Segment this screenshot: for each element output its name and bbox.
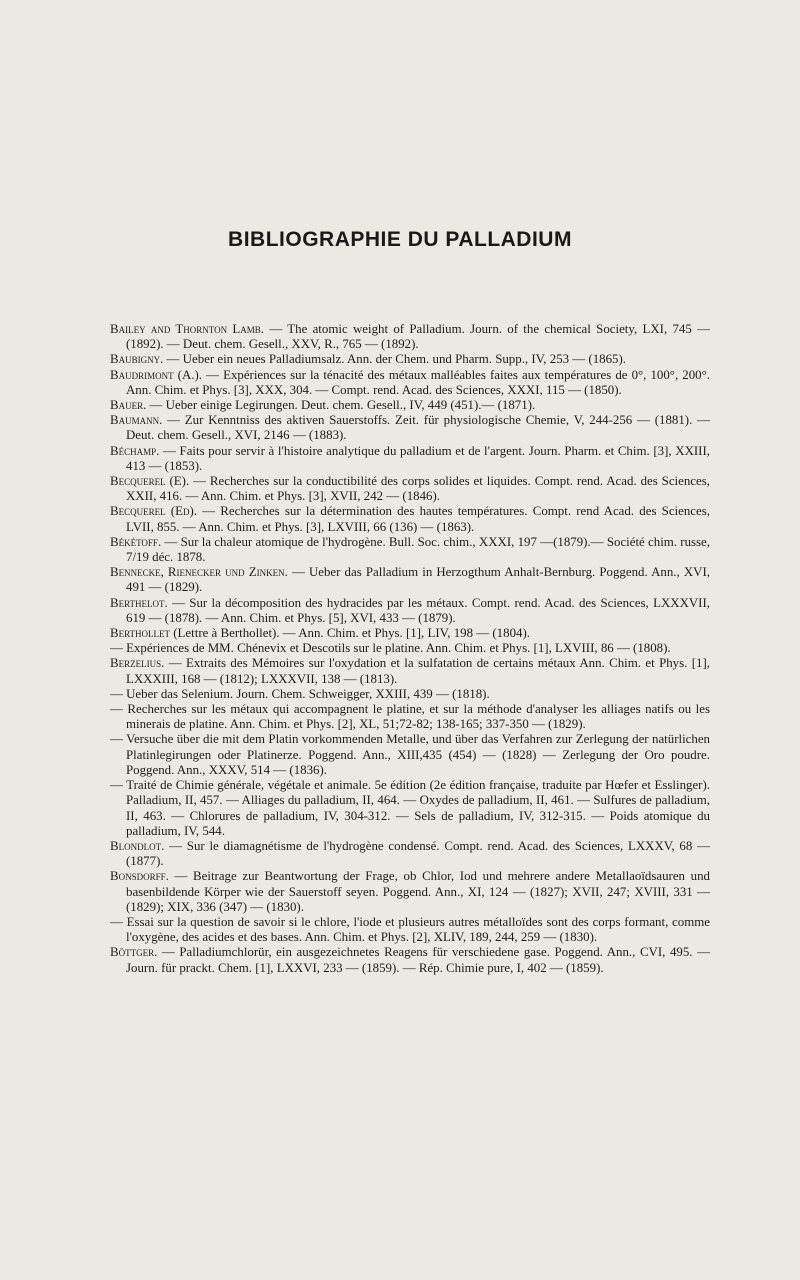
entry-author: Bailey and Thornton Lamb.: [110, 322, 265, 336]
bibliography-entry: [110, 732, 710, 778]
entry-text: — Sur le diamagnétisme de l'hydrogène condensé. Compt. rend. Acad. des Sciences, LXXXV, 68 — (1877).: [126, 838, 710, 869]
bibliography-entry: [110, 535, 710, 565]
entry-text: — Recherches sur la conductibilité des corps solides et liquides. Compt. rend. Acad. des Sciences, XXII, 416. — Ann. Chim. et Phys. [3], XVII, 242 — (1846).: [126, 474, 710, 504]
bibliography-entry: [110, 444, 710, 474]
bibliography-entry: [110, 839, 710, 869]
bibliography-entry: [110, 869, 710, 915]
entry-author: Böttger.: [110, 945, 158, 960]
entry-author: Berthelot.: [110, 595, 168, 610]
entry-text: — Recherches sur les métaux qui accompagnent le platine, et sur la méthode d'analyser les alliages natifs ou les minerais de platine. Ann. Chim. et Phys. [2], XL, 51;72-82; 138-165; 337-350 — (1829).: [110, 702, 710, 732]
entry-text: — Ueber das Selenium. Journ. Chem. Schweigger, XXIII, 439 — (1818).: [110, 686, 490, 701]
entry-author: Berzelius.: [110, 656, 165, 671]
entry-author: Blondlot.: [110, 838, 165, 853]
entry-author: Béchamp.: [110, 443, 160, 458]
entry-text: — Essai sur la question de savoir si le chlore, l'iode et plusieurs autres métalloïdes sont des corps formant, comme l'oxygène, des acides et des bases. Ann. Chim. et Phys. [2], XLIV, 189, 244, 259 — (1830).: [110, 914, 710, 945]
entry-text: — Zur Kenntniss des aktiven Sauerstoffs. Zeit. für physiologische Chemie, V, 244-256 — (1881). — Deut. chem. Gesell., XVI, 2146 — (1883).: [126, 413, 710, 443]
entry-author: Baumann.: [110, 413, 163, 428]
entry-text: — Sur la chaleur atomique de l'hydrogène. Bull. Soc. chim., XXXI, 197 —(1879).— Société chim. russe, 7/19 déc. 1878.: [126, 534, 710, 565]
bibliography-entry: [110, 687, 710, 702]
entry-text: — Traité de Chimie générale, végétale et animale. 5e édition (2e édition française, traduite par Hœfer et Esslinger). Palladium, II, 457. — Alliages du palladium, II, 464. — Oxydes de palladium, II, 461. — Sulfures de palladium, II, 463. — Chlorures de palladium, IV, 304-312. — Sels de palladium, IV, 312-315. — Poids atomique du palladium, IV, 544.: [110, 778, 710, 838]
entry-author: Becquerel (Ed).: [110, 504, 197, 519]
entry-text: — Ueber das Palladium in Herzogthum Anhalt-Bernburg. Poggend. Ann., XVI, 491 — (1829).: [126, 565, 710, 595]
entry-text: — Ueber einige Legirungen. Deut. chem. Gesell., IV, 449 (451).— (1871).: [146, 398, 536, 413]
bibliography-entry: [110, 398, 710, 413]
entry-author: Békétoff.: [110, 534, 162, 549]
entry-text: — Expériences sur la ténacité des métaux malléables faites aux températures de 0°, 100°, 200°. Ann. Chim. et Phys. [3], XXX, 304. — Compt. rend. Acad. des Sciences, XXXI, 115 — (1850).: [126, 367, 710, 397]
bibliography-entry: [110, 626, 710, 641]
entry-text: — Ueber ein neues Palladiumsalz. Ann. der Chem. und Pharm. Supp., IV, 253 — (1865).: [163, 352, 627, 367]
bibliography-entry: [110, 641, 710, 656]
entry-text: — Sur la décomposition des hydracides par les métaux. Compt. rend. Acad. des Sciences, LXXXVII, 619 — (1878). — Ann. Chim. et Phys. [5], XVI, 433 — (1879).: [126, 595, 710, 625]
entry-text: — Recherches sur la détermination des hautes températures. Compt. rend Acad. des Sciences, LVII, 855. — Ann. Chim. et Phys. [3], LXVIII, 66 (136) — (1863).: [126, 504, 710, 534]
bibliography-entry: [110, 945, 710, 975]
entry-text: — Faits pour servir à l'histoire analytique du palladium et de l'argent. Journ. Pharm. et Chim. [3], XXIII, 413 — (1853).: [126, 443, 710, 473]
entry-author: Bennecke, Rienecker und Zinken.: [110, 565, 288, 580]
bibliography-entry: [110, 368, 710, 398]
entry-text: — Palladiumchlorür, ein ausgezeichnetes Reagens für verschiedene gase. Poggend. Ann., CVI, 495. — Journ. für prackt. Chem. [1], LXXVI, 233 — (1859). — Rép. Chimie pure, I, 402 — (1859).: [126, 945, 710, 975]
entry-author: Baubigny.: [110, 352, 164, 367]
bibliography-entry: [110, 504, 710, 534]
bibliography-entry: [110, 322, 710, 352]
entry-text: (Lettre à Berthollet). — Ann. Chim. et Phys. [1], LIV, 198 — (1804).: [170, 626, 530, 641]
bibliography-entry: [110, 915, 710, 945]
page-title: BIBLIOGRAPHIE DU PALLADIUM: [228, 228, 572, 251]
entry-text: — Expériences de MM. Chénevix et Descotils sur le platine. Ann. Chim. et Phys. [1], LXVIII, 86 — (1808).: [110, 641, 671, 656]
bibliography-entry: [110, 352, 710, 367]
bibliography-entry: [110, 474, 710, 504]
bibliography-entry: [110, 596, 710, 626]
bibliography-entry: [110, 565, 710, 595]
entry-text: — Beitrage zur Beantwortung der Frage, ob Chlor, Iod und mehrere andere Metallaoïdsauren und basenbildende Körper wie der Sauerstoff seyen. Poggend. Ann., XI, 124 — (1827); XVII, 247; XVIII, 331 — (1829); XIX, 336 (347) — (1830).: [126, 869, 710, 914]
entry-author: Berthollet: [110, 626, 171, 641]
entry-text: — The atomic weight of Palladium. Journ. of the chemical Society, LXI, 745 — (1892). — Deut. chem. Gesell., XXV, R., 765 — (1892).: [126, 322, 710, 352]
entry-text: — Versuche über die mit dem Platin vorkommenden Metalle, und über das Verfahren zur Zerlegung der natürlichen Platinlegirungen oder Platinerze. Poggend. Ann., XIII,435 (454) — (1828) — Zerlegung der Oro poudre. Poggend. Ann., XXXV, 514 — (1836).: [110, 732, 710, 777]
bibliography-entry: [110, 702, 710, 732]
entry-author: Bonsdorff.: [110, 869, 169, 884]
entry-author: Baudrimont (A.).: [110, 367, 203, 382]
bibliography-entry: [110, 778, 710, 839]
entry-author: Bauer.: [110, 398, 147, 413]
bibliography-list: [110, 322, 710, 976]
bibliography-entry: [110, 656, 710, 686]
entry-text: — Extraits des Mémoires sur l'oxydation et la sulfatation de certains métaux Ann. Chim. et Phys. [1], LXXXIII, 168 — (1812); LXXXVII, 138 — (1813).: [126, 656, 710, 686]
bibliography-entry: [110, 413, 710, 443]
entry-author: Becquerel (E).: [110, 474, 190, 489]
